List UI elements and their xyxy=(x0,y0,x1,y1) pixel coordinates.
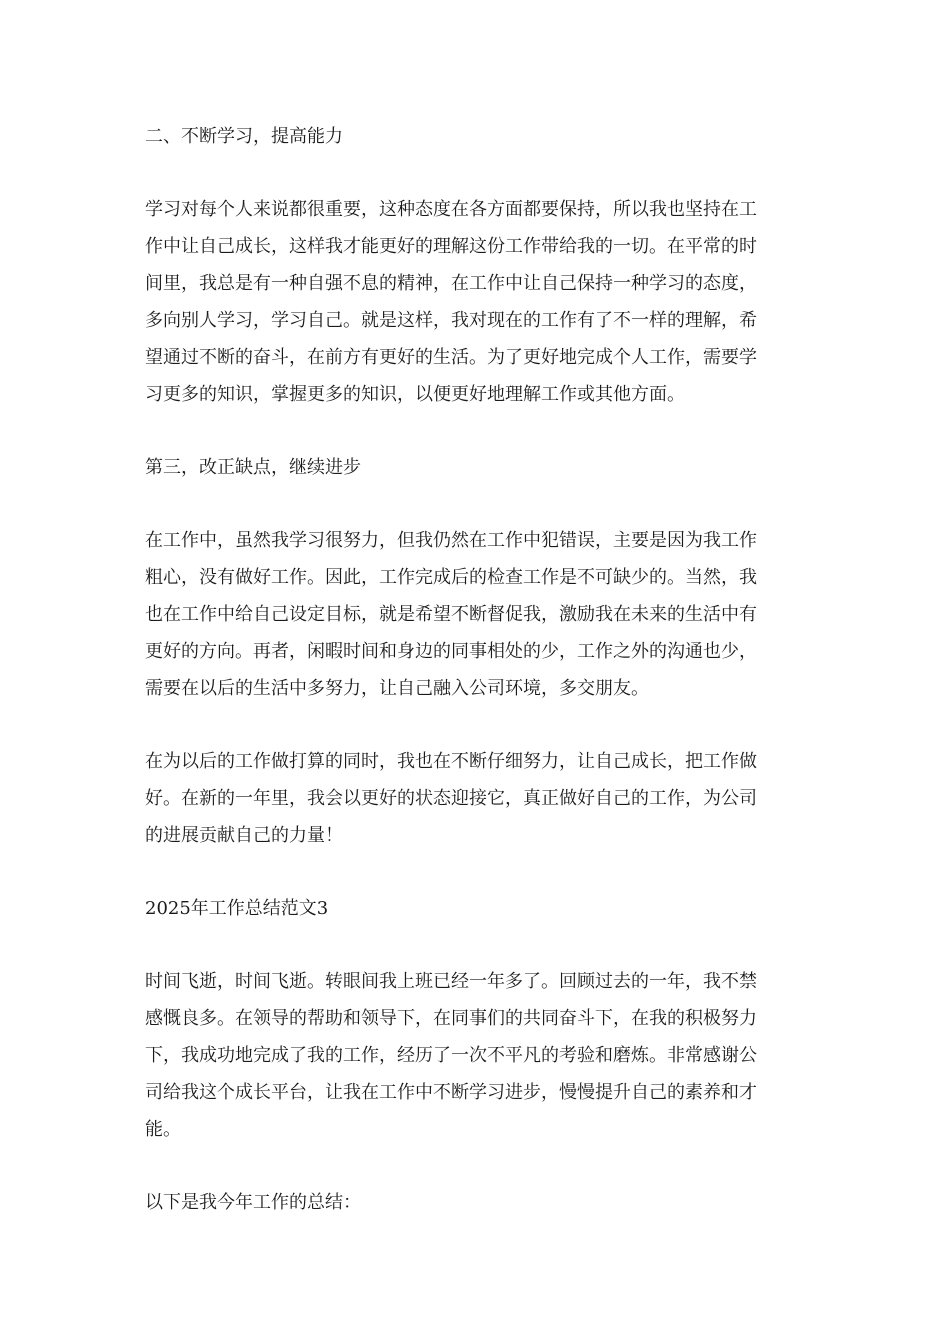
paragraph-line: 时间飞逝，时间飞逝。转眼间我上班已经一年多了。回顾过去的一年，我不禁 xyxy=(145,971,757,992)
paragraph-line: 间里，我总是有一种自强不息的精神，在工作中让自己保持一种学习的态度， xyxy=(145,273,757,294)
paragraph-line: 好。在新的一年里，我会以更好的状态迎接它，真正做好自己的工作，为公司 xyxy=(145,788,757,809)
paragraph-line: 下，我成功地完成了我的工作，经历了一次不平凡的考验和磨炼。非常感谢公 xyxy=(145,1045,757,1066)
paragraph-line: 在工作中，虽然我学习很努力，但我仍然在工作中犯错误，主要是因为我工作 xyxy=(145,530,757,551)
paragraph-line: 能。 xyxy=(145,1119,181,1140)
section-heading-improve: 第三，改正缺点，继续进步 xyxy=(145,457,361,478)
paragraph-line: 多向别人学习，学习自己。就是这样，我对现在的工作有了不一样的理解，希 xyxy=(145,310,757,331)
paragraph-line: 在为以后的工作做打算的同时，我也在不断仔细努力，让自己成长，把工作做 xyxy=(145,751,757,772)
document-body xyxy=(145,118,805,1257)
paragraph-closing xyxy=(145,743,805,854)
paragraph-line: 更好的方向。再者，闲暇时间和身边的同事相处的少，工作之外的沟通也少， xyxy=(145,641,757,662)
paragraph-line: 司给我这个成长平台，让我在工作中不断学习进步，慢慢提升自己的素养和才 xyxy=(145,1082,757,1103)
paragraph-line: 学习对每个人来说都很重要，这种态度在各方面都要保持，所以我也坚持在工 xyxy=(145,199,757,220)
essay-title: 2025年工作总结范文3 xyxy=(145,898,329,919)
paragraph-line: 作中让自己成长，这样我才能更好的理解这份工作带给我的一切。在平常的时 xyxy=(145,236,757,257)
section-heading-learning: 二、不断学习，提高能力 xyxy=(145,126,343,147)
paragraph-line: 的进展贡献自己的力量！ xyxy=(145,825,343,846)
paragraph-line: 习更多的知识，掌握更多的知识，以便更好地理解工作或其他方面。 xyxy=(145,384,685,405)
paragraph-line: 需要在以后的生活中多努力，让自己融入公司环境，多交朋友。 xyxy=(145,678,649,699)
paragraph-learning xyxy=(145,191,805,413)
paragraph-essay-intro xyxy=(145,963,805,1148)
paragraph-line: 望通过不断的奋斗，在前方有更好的生活。为了更好地完成个人工作，需要学 xyxy=(145,347,757,368)
paragraph-line: 粗心，没有做好工作。因此，工作完成后的检查工作是不可缺少的。当然，我 xyxy=(145,567,757,588)
paragraph-line: 也在工作中给自己设定目标，就是希望不断督促我，激励我在未来的生活中有 xyxy=(145,604,757,625)
summary-lead: 以下是我今年工作的总结： xyxy=(145,1192,361,1213)
paragraph-improve xyxy=(145,522,805,707)
paragraph-line: 感慨良多。在领导的帮助和领导下，在同事们的共同奋斗下，在我的积极努力 xyxy=(145,1008,757,1029)
